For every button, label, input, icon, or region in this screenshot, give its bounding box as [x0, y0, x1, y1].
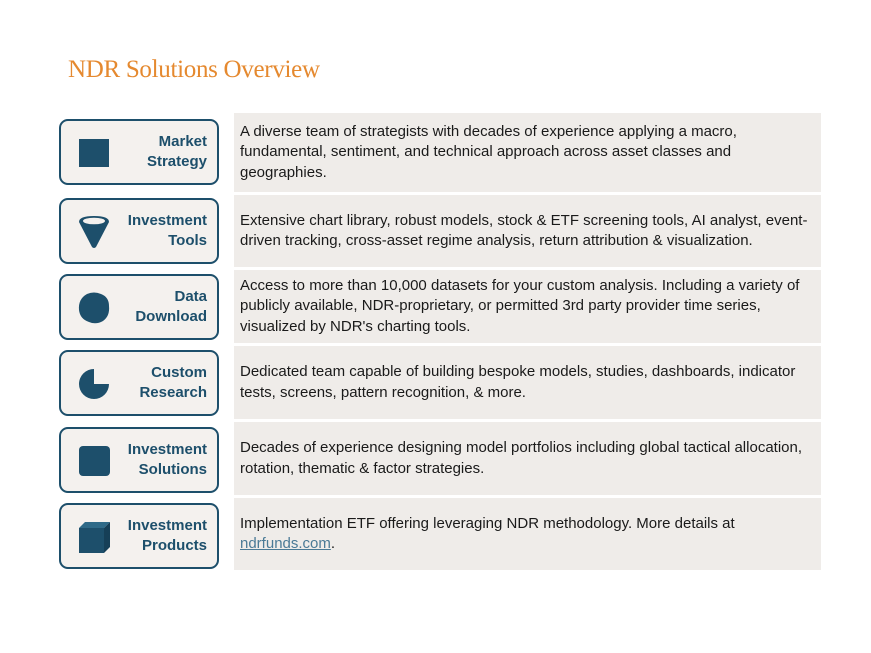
- description-investment-solutions: Decades of experience designing model portfolios including global tactical allocation, rotation, thematic & factor strategies.: [234, 422, 821, 495]
- ndrfunds-link[interactable]: ndrfunds.com: [240, 535, 331, 552]
- card-market-strategy: [59, 119, 219, 185]
- card-investment-products: [59, 503, 219, 569]
- blob-icon: [77, 291, 111, 325]
- funnel-icon: [77, 214, 111, 248]
- row-custom-research: [59, 346, 821, 419]
- card-label: Investment Tools: [127, 212, 207, 249]
- row-investment-products: [59, 498, 821, 570]
- rounded-square-icon: [77, 444, 111, 478]
- card-investment-solutions: [59, 427, 219, 493]
- description-market-strategy: A diverse team of strategists with decades of experience applying a macro, fundamental, sentiment, and technical approach across asset classes and geographies.: [234, 113, 821, 192]
- description-data-download: Access to more than 10,000 datasets for your custom analysis. Including a variety of publicly available, NDR-proprietary, or permitted 3rd party provider time series, visualized by NDR's charting tools.: [234, 270, 821, 343]
- row-investment-solutions: [59, 422, 821, 495]
- description-custom-research: Dedicated team capable of building bespoke models, studies, dashboards, indicator tests, screens, pattern recognition, & more.: [234, 346, 821, 419]
- card-label: Market Strategy: [146, 133, 207, 170]
- description-investment-tools: Extensive chart library, robust models, stock & ETF screening tools, AI analyst, event-driven tracking, cross-asset regime analysis, return attribution & visualization.: [234, 195, 821, 267]
- card-label: Data Download: [135, 288, 207, 325]
- card-label: Investment Products: [127, 517, 207, 554]
- description-investment-products: Implementation ETF offering leveraging NDR methodology. More details at ndrfunds.com.: [234, 498, 821, 570]
- card-label: Custom Research: [139, 364, 207, 401]
- pie-chart-icon: [77, 367, 111, 401]
- card-data-download: [59, 274, 219, 340]
- card-label: Investment Solutions: [127, 441, 207, 478]
- row-market-strategy: [59, 113, 821, 192]
- card-investment-tools: [59, 198, 219, 264]
- row-investment-tools: [59, 195, 821, 267]
- row-data-download: [59, 270, 821, 343]
- cube-icon: [77, 520, 111, 554]
- card-custom-research: [59, 350, 219, 416]
- page-title: NDR Solutions Overview: [68, 56, 320, 83]
- square-icon: [77, 135, 111, 169]
